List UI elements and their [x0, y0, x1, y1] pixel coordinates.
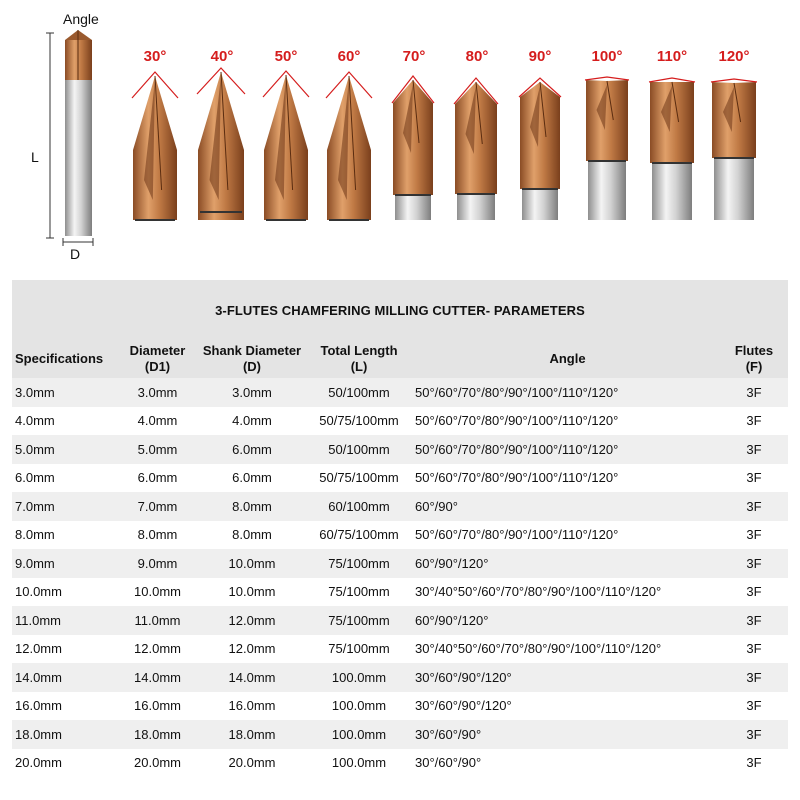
table-title: 3-FLUTES CHAMFERING MILLING CUTTER- PARAMETERS [12, 280, 788, 340]
cell-total-length: 75/100mm [307, 578, 411, 607]
cell-spec: 8.0mm [12, 521, 118, 550]
table-row [12, 521, 788, 550]
cell-spec: 20.0mm [12, 749, 118, 778]
cell-shank-diameter: 8.0mm [197, 521, 307, 550]
table-row [12, 492, 788, 521]
angle-label-100: 100° [591, 48, 623, 65]
cutter-3 [326, 72, 372, 221]
cell-diameter: 10.0mm [118, 578, 197, 607]
angle-label-70: 70° [402, 48, 426, 65]
cell-flutes: 3F [720, 635, 788, 664]
cell-diameter: 14.0mm [118, 663, 197, 692]
cutter-drawing [0, 0, 800, 270]
cell-shank-diameter: 10.0mm [197, 578, 307, 607]
cell-spec: 9.0mm [12, 549, 118, 578]
header-shank-diameter [197, 340, 307, 378]
cell-shank-diameter: 20.0mm [197, 749, 307, 778]
cell-flutes: 3F [720, 692, 788, 721]
angle-label: Angle [63, 11, 99, 27]
table-row [12, 464, 788, 493]
header-length-line2: (L) [350, 359, 368, 374]
table-body [12, 378, 788, 777]
angle-label-50: 50° [274, 48, 298, 65]
header-length-line1: Total Length [320, 343, 398, 358]
angle-label-110: 110° [656, 48, 688, 65]
cell-spec: 10.0mm [12, 578, 118, 607]
cell-flutes: 3F [720, 578, 788, 607]
cell-angle: 50°/60°/70°/80°/90°/100°/110°/120° [411, 378, 720, 407]
header-flutes [720, 340, 788, 378]
cell-angle: 50°/60°/70°/80°/90°/100°/110°/120° [411, 464, 720, 493]
header-flutes-line1: Flutes [734, 343, 774, 358]
table-row [12, 663, 788, 692]
cutter-4 [392, 76, 434, 220]
cell-total-length: 50/75/100mm [307, 464, 411, 493]
cell-shank-diameter: 18.0mm [197, 720, 307, 749]
cell-spec: 16.0mm [12, 692, 118, 721]
table-header-row [12, 340, 788, 378]
cell-shank-diameter: 6.0mm [197, 464, 307, 493]
cell-angle: 30°/60°/90°/120° [411, 692, 720, 721]
cell-total-length: 100.0mm [307, 749, 411, 778]
table-row [12, 720, 788, 749]
cell-total-length: 60/100mm [307, 492, 411, 521]
cell-shank-diameter: 6.0mm [197, 435, 307, 464]
cell-angle: 50°/60°/70°/80°/90°/100°/110°/120° [411, 521, 720, 550]
length-label: L [31, 149, 39, 165]
header-shank-line1: Shank Diameter [202, 343, 302, 358]
header-diameter-line1: Diameter [129, 343, 186, 358]
cell-flutes: 3F [720, 407, 788, 436]
cell-angle: 60°/90°/120° [411, 549, 720, 578]
cell-angle: 30°/60°/90° [411, 749, 720, 778]
cell-diameter: 9.0mm [118, 549, 197, 578]
cell-spec: 12.0mm [12, 635, 118, 664]
cutter-illustration [0, 0, 800, 270]
cell-spec: 7.0mm [12, 492, 118, 521]
cell-total-length: 50/100mm [307, 378, 411, 407]
cell-diameter: 5.0mm [118, 435, 197, 464]
cell-total-length: 75/100mm [307, 635, 411, 664]
cell-shank-diameter: 10.0mm [197, 549, 307, 578]
cell-total-length: 75/100mm [307, 606, 411, 635]
cell-angle: 30°/60°/90°/120° [411, 663, 720, 692]
cell-diameter: 3.0mm [118, 378, 197, 407]
cell-diameter: 6.0mm [118, 464, 197, 493]
header-flutes-line2: (F) [745, 359, 763, 374]
cell-shank-diameter: 12.0mm [197, 635, 307, 664]
cell-diameter: 7.0mm [118, 492, 197, 521]
header-angle: Angle [411, 340, 720, 378]
angle-label-120: 120° [718, 48, 750, 65]
angle-label-90: 90° [528, 48, 552, 65]
cell-flutes: 3F [720, 378, 788, 407]
table-row [12, 635, 788, 664]
cell-total-length: 50/100mm [307, 435, 411, 464]
cutter-7 [585, 77, 629, 220]
cell-flutes: 3F [720, 549, 788, 578]
cell-shank-diameter: 4.0mm [197, 407, 307, 436]
cell-diameter: 11.0mm [118, 606, 197, 635]
header-total-length [307, 340, 411, 378]
angle-label-60: 60° [337, 48, 361, 65]
cell-shank-diameter: 8.0mm [197, 492, 307, 521]
table-row [12, 749, 788, 778]
cell-angle: 30°/40°50°/60°/70°/80°/90°/100°/110°/120° [411, 578, 720, 607]
cell-shank-diameter: 12.0mm [197, 606, 307, 635]
cell-diameter: 4.0mm [118, 407, 197, 436]
cell-spec: 11.0mm [12, 606, 118, 635]
cell-flutes: 3F [720, 720, 788, 749]
cell-total-length: 60/75/100mm [307, 521, 411, 550]
cell-diameter: 20.0mm [118, 749, 197, 778]
header-specifications: Specifications [12, 340, 118, 378]
cell-angle: 60°/90°/120° [411, 606, 720, 635]
cell-angle: 50°/60°/70°/80°/90°/100°/110°/120° [411, 435, 720, 464]
cell-spec: 6.0mm [12, 464, 118, 493]
cutter-6 [519, 78, 561, 220]
cell-total-length: 100.0mm [307, 663, 411, 692]
cell-angle: 60°/90° [411, 492, 720, 521]
cutter-2 [263, 71, 309, 221]
angle-label-80: 80° [465, 48, 489, 65]
cell-total-length: 50/75/100mm [307, 407, 411, 436]
angle-label-30: 30° [143, 48, 167, 65]
cell-flutes: 3F [720, 492, 788, 521]
cell-spec: 4.0mm [12, 407, 118, 436]
cell-angle: 50°/60°/70°/80°/90°/100°/110°/120° [411, 407, 720, 436]
cell-diameter: 8.0mm [118, 521, 197, 550]
cutter-set [132, 68, 757, 221]
reference-cutter [65, 30, 92, 236]
cell-flutes: 3F [720, 749, 788, 778]
cell-flutes: 3F [720, 435, 788, 464]
cell-flutes: 3F [720, 606, 788, 635]
parameters-table [12, 280, 788, 777]
cell-angle: 30°/40°50°/60°/70°/80°/90°/100°/110°/120° [411, 635, 720, 664]
cutter-0 [132, 72, 178, 221]
cutter-5 [454, 78, 498, 220]
cell-diameter: 12.0mm [118, 635, 197, 664]
cell-spec: 14.0mm [12, 663, 118, 692]
cell-diameter: 18.0mm [118, 720, 197, 749]
cell-flutes: 3F [720, 521, 788, 550]
cell-flutes: 3F [720, 464, 788, 493]
cell-diameter: 16.0mm [118, 692, 197, 721]
table-row [12, 606, 788, 635]
header-diameter-line2: (D1) [144, 359, 171, 374]
cell-total-length: 100.0mm [307, 692, 411, 721]
cell-spec: 5.0mm [12, 435, 118, 464]
header-diameter [118, 340, 197, 378]
cutter-9 [711, 79, 757, 220]
table-row [12, 435, 788, 464]
table-row [12, 407, 788, 436]
diameter-label: D [70, 246, 81, 262]
header-shank-line2: (D) [242, 359, 262, 374]
angle-label-40: 40° [210, 48, 234, 65]
table-row [12, 378, 788, 407]
cell-spec: 18.0mm [12, 720, 118, 749]
cell-shank-diameter: 3.0mm [197, 378, 307, 407]
cutter-8 [649, 78, 695, 220]
cutter-1 [197, 68, 245, 220]
cell-flutes: 3F [720, 663, 788, 692]
cell-angle: 30°/60°/90° [411, 720, 720, 749]
cell-shank-diameter: 14.0mm [197, 663, 307, 692]
table-row [12, 692, 788, 721]
table-row [12, 549, 788, 578]
cell-total-length: 100.0mm [307, 720, 411, 749]
cell-spec: 3.0mm [12, 378, 118, 407]
table-row [12, 578, 788, 607]
cell-total-length: 75/100mm [307, 549, 411, 578]
cell-shank-diameter: 16.0mm [197, 692, 307, 721]
